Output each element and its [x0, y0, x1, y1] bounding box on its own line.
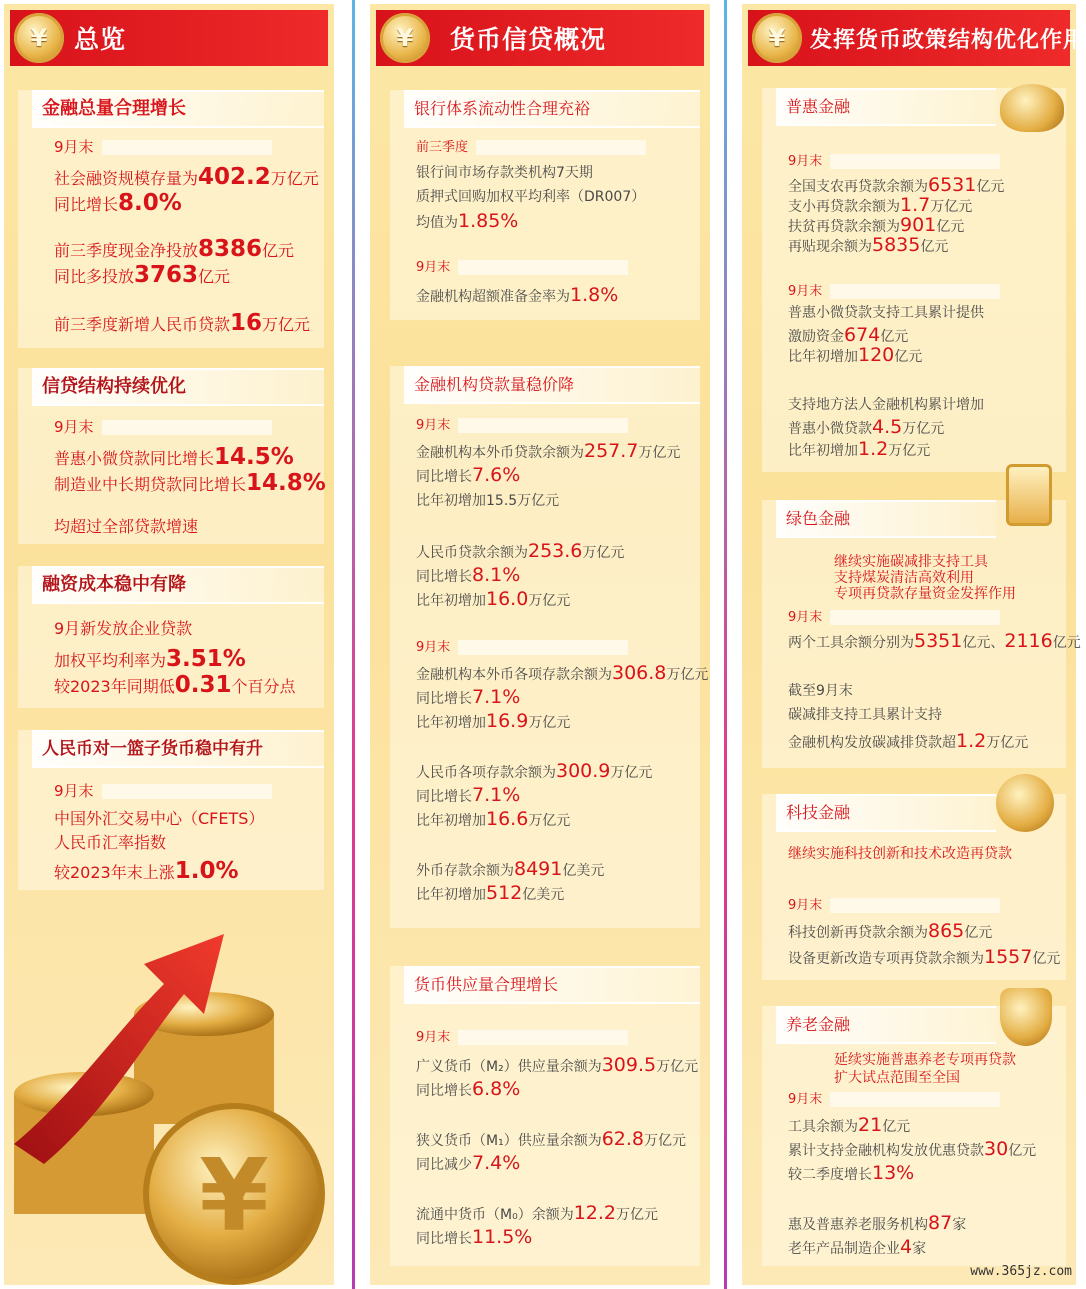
stat-line: 比年初增加1.2万亿元 — [788, 438, 931, 460]
card-elderly-finance — [762, 1006, 1066, 1266]
card-title: 银行体系流动性合理充裕 — [404, 90, 700, 128]
stat-line: 普惠小微贷款支持工具累计提供 — [788, 305, 984, 321]
card-title: 绿色金融 — [776, 500, 996, 538]
tag: 前三季度 — [416, 136, 646, 155]
stat-line: 前三季度现金净投放8386亿元 — [54, 236, 295, 262]
stat-line: 老年产品制造企业4家 — [788, 1236, 927, 1258]
tag: 9月末 — [54, 136, 272, 157]
policy-title: 发挥货币政策结构优化作用 — [810, 27, 1086, 53]
tag: 9月末 — [54, 780, 272, 801]
stat-line: 前三季度新增人民币贷款16万亿元 — [54, 310, 311, 336]
stat-line: 人民币各项存款余额为300.9万亿元 — [416, 760, 653, 782]
stat-line: 惠及普惠养老服务机构87家 — [788, 1212, 967, 1234]
shield-icon — [1000, 988, 1052, 1046]
overview-column — [4, 4, 334, 1285]
stat-line: 同比多投放3763亿元 — [54, 262, 231, 288]
card-total-financing — [18, 90, 324, 348]
watermark: www.365jz.com — [970, 1264, 1072, 1279]
tag: 9月末 — [416, 1026, 628, 1045]
credit-column — [370, 4, 710, 1285]
stat-line: 扶贫再贷款余额为901亿元 — [788, 214, 965, 236]
note: 延续实施普惠养老专项再贷款 — [834, 1052, 1016, 1068]
stat-line: 同比增长7.6% — [416, 464, 521, 486]
rising-arrow-coins-illustration — [4, 864, 334, 1285]
stat-line: 外币存款余额为8491亿美元 — [416, 858, 605, 880]
credit-title: 货币信贷概况 — [450, 25, 607, 54]
stat-line: 狭义货币（M₁）供应量余额为62.8万亿元 — [416, 1128, 687, 1150]
stat-line: 广义货币（M₂）供应量余额为309.5万亿元 — [416, 1054, 699, 1076]
stat-line: 设备更新改造专项再贷款余额为1557亿元 — [788, 946, 1061, 968]
stat-line: 金融机构本外币各项存款余额为306.8万亿元 — [416, 662, 709, 684]
stat-line: 支持地方法人金融机构累计增加 — [788, 397, 984, 413]
gold-ingot-icon — [1000, 84, 1064, 132]
stat-line: 比年初增加120亿元 — [788, 344, 923, 366]
stat-line: 比年初增加512亿美元 — [416, 882, 565, 904]
stat-line: 均超过全部贷款增速 — [54, 517, 199, 536]
column-divider-2 — [724, 0, 727, 1289]
policy-header — [748, 10, 1086, 66]
card-title: 信贷结构持续优化 — [32, 368, 324, 406]
tag: 9月末 — [788, 894, 1000, 913]
tag: 9月末 — [54, 416, 272, 437]
stat-line: 制造业中长期贷款同比增长14.8% — [54, 470, 326, 496]
stat-line: 比年初增加15.5万亿元 — [416, 493, 560, 509]
tag: 9月末 — [788, 1088, 1000, 1107]
stat-line: 社会融资规模存量为402.2万亿元 — [54, 164, 319, 190]
card-credit-structure — [18, 368, 324, 544]
yen-coin-icon: ¥ — [380, 13, 430, 63]
stat-line: 同比增长7.1% — [416, 784, 521, 806]
yen-symbol: ¥ — [199, 1137, 269, 1254]
note: 专项再贷款存量资金发挥作用 — [834, 586, 1016, 602]
stat-line: 质押式回购加权平均利率（DR007） — [416, 189, 646, 205]
overview-title: 总览 — [74, 25, 127, 54]
stat-line: 均值为1.85% — [416, 210, 519, 232]
card-financing-cost — [18, 566, 324, 708]
stat-line: 金融机构超额准备金率为1.8% — [416, 284, 619, 306]
card-title: 金融总量合理增长 — [32, 90, 324, 128]
stat-line: 人民币贷款余额为253.6万亿元 — [416, 540, 625, 562]
stat-line: 同比减少7.4% — [416, 1152, 521, 1174]
stat-line: 工具余额为21亿元 — [788, 1114, 911, 1136]
stat-line: 普惠小微贷款4.5万亿元 — [788, 416, 945, 438]
stat-line: 截至9月末 — [788, 683, 853, 699]
stat-line: 科技创新再贷款余额为865亿元 — [788, 920, 993, 942]
stat-line: 流通中货币（M₀）余额为12.2万亿元 — [416, 1202, 659, 1224]
note: 继续实施碳减排支持工具 — [834, 554, 988, 570]
card-title: 人民币对一篮子货币稳中有升 — [32, 730, 324, 768]
stat-line: 金融机构发放碳减排贷款超1.2万亿元 — [788, 730, 1029, 752]
card-title: 科技金融 — [776, 794, 996, 832]
stat-line: 金融机构本外币贷款余额为257.7万亿元 — [416, 440, 681, 462]
stat-line: 中国外汇交易中心（CFETS） — [54, 809, 265, 828]
tag: 9月末 — [416, 256, 628, 275]
stat-line: 两个工具余额分别为5351亿元、2116亿元 — [788, 630, 1081, 652]
card-title: 普惠金融 — [776, 88, 996, 126]
card-tech-finance — [762, 794, 1066, 980]
stat-line: 全国支农再贷款余额为6531亿元 — [788, 174, 1005, 196]
card-title: 金融机构贷款量稳价降 — [404, 366, 700, 404]
stat-line: 支小再贷款余额为1.7万亿元 — [788, 194, 973, 216]
hourglass-icon — [1006, 464, 1052, 526]
card-money-supply — [390, 966, 700, 1266]
note: 继续实施科技创新和技术改造再贷款 — [788, 846, 1012, 862]
stat-line: 比年初增加16.0万亿元 — [416, 588, 571, 610]
card-inclusive-finance — [762, 88, 1066, 472]
stat-line: 再贴现余额为5835亿元 — [788, 234, 949, 256]
column-divider-1 — [352, 0, 355, 1289]
card-green-finance — [762, 500, 1081, 768]
stat-line: 比年初增加16.6万亿元 — [416, 808, 571, 830]
stat-line: 银行间市场存款类机构7天期 — [416, 165, 593, 181]
tag: 9月末 — [788, 280, 1000, 299]
stat-line: 同比增长8.1% — [416, 564, 521, 586]
card-liquidity — [390, 90, 700, 320]
yen-coin-icon: ¥ — [752, 13, 802, 63]
bar-chart-cup-icon — [996, 774, 1054, 832]
card-loans — [390, 366, 709, 928]
stat-line: 较2023年末上涨1.0% — [54, 858, 239, 884]
tag: 9月末 — [416, 636, 628, 655]
yen-coin-icon: ¥ — [14, 13, 64, 63]
stat-line: 较2023年同期低0.31个百分点 — [54, 672, 296, 698]
note: 扩大试点范围至全国 — [834, 1070, 960, 1086]
stat-line: 同比增长8.0% — [54, 190, 182, 216]
stat-line: 同比增长11.5% — [416, 1226, 533, 1248]
tag: 9月末 — [416, 414, 628, 433]
card-title: 养老金融 — [776, 1006, 996, 1044]
stat-line: 普惠小微贷款同比增长14.5% — [54, 444, 294, 470]
card-title: 货币供应量合理增长 — [404, 966, 700, 1004]
stat-line: 同比增长7.1% — [416, 686, 521, 708]
stat-line: 碳减排支持工具累计支持 — [788, 707, 942, 723]
credit-header — [376, 10, 704, 66]
stat-line: 比年初增加16.9万亿元 — [416, 710, 571, 732]
policy-column — [742, 4, 1086, 1285]
tag: 9月末 — [788, 150, 1000, 169]
card-title: 融资成本稳中有降 — [32, 566, 324, 604]
stat-line: 加权平均利率为3.51% — [54, 646, 246, 672]
stat-line: 人民币汇率指数 — [54, 833, 167, 852]
stat-line: 9月新发放企业贷款 — [54, 619, 193, 638]
stat-line: 较二季度增长13% — [788, 1162, 915, 1184]
stat-line: 累计支持金融机构发放优惠贷款30亿元 — [788, 1138, 1037, 1160]
tag: 9月末 — [788, 606, 1000, 625]
note: 支持煤炭清洁高效利用 — [834, 570, 974, 586]
stat-line: 激励资金674亿元 — [788, 324, 909, 346]
stat-line: 同比增长6.8% — [416, 1078, 521, 1100]
overview-header — [10, 10, 328, 66]
